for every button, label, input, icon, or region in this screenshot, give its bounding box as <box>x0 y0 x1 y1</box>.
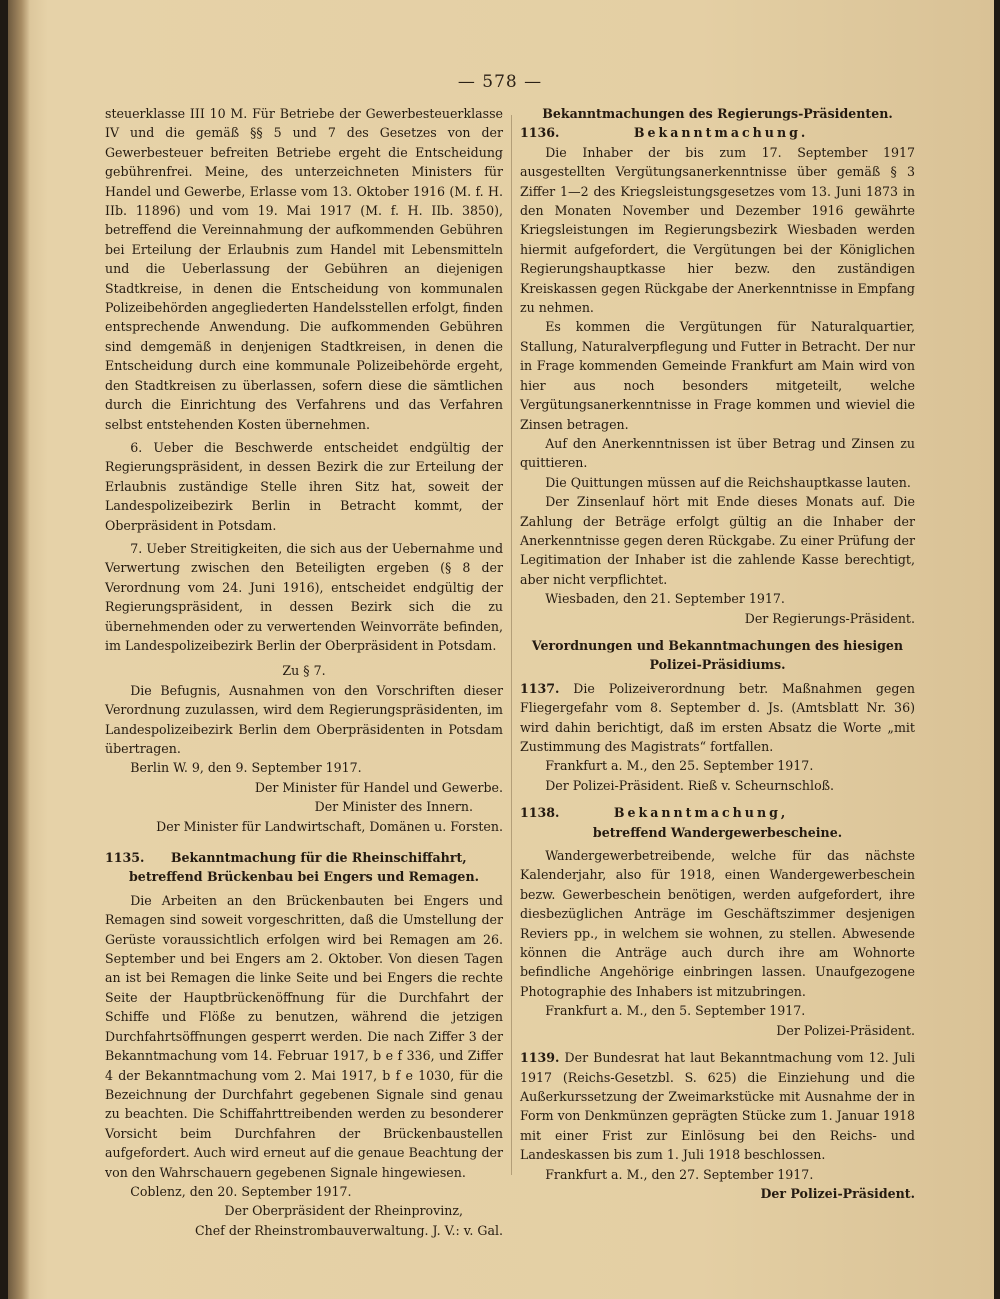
paragraph: Es kommen die Vergütungen für Naturalquartier, Stallung, Naturalverpflegung und Futter in Betracht. Der nur in Frage kommenden Gemeinde Frankfurt am Main wird von hier aus noch besonders mitgeteilt, welche Vergütungsanerkenntnisse in Frage kommen und wieviel die Zinsen betragen. <box>520 319 915 432</box>
place-date: Coblenz, den 20. September 1917. <box>130 1183 352 1199</box>
notice-number: 1137. <box>520 680 560 696</box>
notice-title: Bekanntmachung. <box>633 125 809 141</box>
paragraph: Die Befugnis, Ausnahmen von den Vorschriften dieser Verordnung zuzulassen, wird dem Regierungspräsidenten, im Landespolizeibezirk Berlin dem Oberpräsidenten in Potsdam übertragen. <box>105 682 503 756</box>
notice-number: 1135. <box>105 850 145 866</box>
section-heading: Zu § 7. <box>282 663 326 679</box>
paragraph: Die Arbeiten an den Brückenbauten bei Engers und Remagen sind soweit vorgeschritten, daß die Umstellung der Gerüste voraussichtlich erfolgen wird bei Remagen am 26. September und bei Engers am 2. Oktober. Von diesen Tagen an ist bei Remagen die linke Seite und bei Engers die rechte Seite der Hauptbrückenöffnung für die Durchfahrt der Schiffe und Flöße zu benutzen, während die jetzigen Durchfahrtsöffnungen gesperrt werden. Die nach Ziffer 3 der Bekanntmachung vom 14. Februar 1917, b e f 336, und Ziffer 4 der Bekanntmachung vom 2. Mai 1917, b f e 1030, für die Bezeichnung der Durchfahrt gegebenen Signale sind genau zu beachten. Die Schiffahrttreibenden werden zu besonderer Vorsicht beim Durchfahren der Brückenbaustellen aufgefordert. Auch wird erneut auf die genaue Beachtung der von den Wahrschauern gegebenen Signale hingewiesen. <box>105 892 503 1180</box>
signature: Der Minister für Landwirtschaft, Domänen u. Forsten. <box>156 818 503 834</box>
section-heading: Bekanntmachungen des Regierungs-Präsidenten. <box>542 106 893 121</box>
signature: Chef der Rheinstrombauverwaltung. J. V.: v. Gal. <box>194 1222 503 1238</box>
paragraph: Wandergewerbetreibende, welche für das nächste Kalenderjahr, also für 1918, einen Wandergewerbeschein bezw. Gewerbeschein benötigen, werden aufgefordert, ihre diesbezüglichen Anträge im Geschäftszimmer desjenigen Reviers pp., in welchem sie wohnen, zu stellen. Abwesende können die Anträge auch durch ihre am Wohnorte befindliche Angehörige einbringen lassen. Unaufgezogene Photographie des Inhabers ist mitzubringen. <box>520 848 915 999</box>
notice-number: 1138. <box>520 805 560 821</box>
paragraph: steuerklasse III 10 M. Für Betriebe der Gewerbesteuerklasse IV und die gemäß §§ 5 und 7 des Gesetzes von der Gewerbesteuer befreiten Betriebe ergeht die Entscheidung gebührenfrei. Meine, des unterzeichneten Ministers für Handel und Gewerbe, Erlasse vom 13. Oktober 1916 (M. f. H. IIb. 11896) und vom 19. Mai 1917 (M. f. H. IIb. 3850), betreffend die Vereinnahmung der aufkommenden Gebühren bei Erteilung der Erlaubnis zum Handel mit Lebensmitteln und die Ueberlassung der Gebühren an diejenigen Stadtkreise, in denen die Entscheidung von kommunalen Polizeibehörden angegliederten Handelsstellen erfolgt, finden entsprechende Anwendung. Die aufkommenden Gebühren sind demgemäß in denjenigen Stadtkreisen, in denen die Entscheidung durch eine kommunale Polizeibehörde ergeht, den Stadtkreisen zu überlassen, sofern diese die sämtlichen durch die Einrichtung des Verfahrens und das Verfahren selbst entstehenden Kosten übernehmen. <box>105 106 503 432</box>
signature: Der Polizei-Präsident. <box>776 1022 915 1038</box>
notice-1139 <box>520 1048 915 1164</box>
notice-heading-1135 <box>105 848 503 867</box>
signature: Der Oberpräsident der Rheinprovinz, <box>224 1203 463 1219</box>
right-column <box>520 104 915 1203</box>
left-column <box>105 104 503 1240</box>
place-date: Frankfurt a. M., den 5. September 1917. <box>545 1003 806 1019</box>
place-date: Frankfurt a. M., den 27. September 1917. <box>545 1166 814 1182</box>
book-binding-shadow <box>8 0 30 1299</box>
place-date: Frankfurt a. M., den 25. September 1917. <box>545 758 814 774</box>
section-heading: Verordnungen und Bekanntmachungen des hiesigen <box>531 637 904 653</box>
paragraph: Die Polizeiverordnung betr. Maßnahmen gegen Fliegergefahr vom 8. September d. Js. (Amtsblatt Nr. 36) wird dahin berichtigt, daß im ersten Absatz die Worte „mit Zustimmung des Magistrats“ fortfallen. <box>520 680 915 754</box>
place-date: Berlin W. 9, den 9. September 1917. <box>130 760 362 776</box>
paragraph-item-6: 6. Ueber die Beschwerde entscheidet endgültig der Regierungspräsident, in dessen Bezirk die zur Erteilung der Erlaubnis zuständige Stelle ihren Sitz hat, soweit der Landespolizeibezirk Berlin in Betracht kommt, der Oberpräsident in Potsdam. <box>105 439 503 533</box>
notice-title: Bekanntmachung für die Rheinschiffahrt, <box>170 850 467 866</box>
notice-1137 <box>520 679 915 757</box>
paragraph: Auf den Anerkenntnissen ist über Betrag und Zinsen zu quittieren. <box>520 435 915 471</box>
paragraph: Der Zinsenlauf hört mit Ende dieses Monats auf. Die Zahlung der Beträge erfolgt gültig an die Inhaber der Anerkenntnisse gegen deren Rückgabe. Zu einer Prüfung der Legitimation der Inhaber ist die zahlende Kasse berechtigt, aber nicht verpflichtet. <box>520 494 915 587</box>
paragraph-item-7: 7. Ueber Streitigkeiten, die sich aus der Uebernahme und Verwertung zwischen den Beteiligten ergeben (§ 8 der Verordnung vom 24. Juni 1916), entscheidet endgültig der Regierungspräsident, in dessen Bezirk sich die zu übernehmenden oder zu verwertenden Weinvorräte befinden, im Landespolizeibezirk Berlin der Oberpräsident in Potsdam. <box>105 540 503 653</box>
notice-heading-1138 <box>520 803 915 822</box>
page-number: — 578 — <box>457 72 543 92</box>
section-heading: Polizei-Präsidiums. <box>649 657 786 673</box>
paragraph: Der Bundesrat hat laut Bekanntmachung vom 12. Juli 1917 (Reichs-Gesetzbl. S. 625) die Einziehung und die Außerkurssetzung der Zweimarkstücke mit Ausnahme der in Form von Denkmünzen geprägten Stücke zum 1. Januar 1918 mit einer Frist zur Einlösung bei den Reichs- und Landeskassen bis zum 1. Juli 1918 beschlossen. <box>520 1050 915 1163</box>
paragraph: Die Quittungen müssen auf die Reichshauptkasse lauten. <box>545 474 911 490</box>
notice-title: Bekanntmachung, <box>613 805 789 821</box>
notice-subtitle: betreffend Brückenbau bei Engers und Remagen. <box>129 869 479 885</box>
signature: Der Polizei-Präsident. Rieß v. Scheurnschloß. <box>545 777 835 793</box>
signature: Der Regierungs-Präsident. <box>744 610 915 626</box>
place-date: Wiesbaden, den 21. September 1917. <box>545 591 785 607</box>
paragraph: Die Inhaber der bis zum 17. September 1917 ausgestellten Vergütungsanerkenntnisse über gemäß § 3 Ziffer 1—2 des Kriegsleistungsgesetzes vom 13. Juni 1873 in den Monaten November und Dezember 1916 gewährte Kriegsleistungen im Regierungsbezirk Wiesbaden werden hiermit aufgefordert, die Vergütungen bei der Königlichen Regierungshauptkasse hier bezw. den zuständigen Kreiskassen gegen Rückgabe der Anerkenntnisse in Empfang zu nehmen. <box>520 144 915 316</box>
signature: Der Minister für Handel und Gewerbe. <box>254 779 503 795</box>
notice-number: 1139. <box>520 1050 560 1066</box>
notice-subtitle: betreffend Wandergewerbescheine. <box>592 824 843 840</box>
signature: Der Minister des Innern. <box>314 799 473 815</box>
column-divider <box>511 115 512 1175</box>
notice-number: 1136. <box>520 125 560 141</box>
notice-heading-1136 <box>520 123 915 142</box>
signature: Der Polizei-Präsident. <box>760 1185 915 1201</box>
